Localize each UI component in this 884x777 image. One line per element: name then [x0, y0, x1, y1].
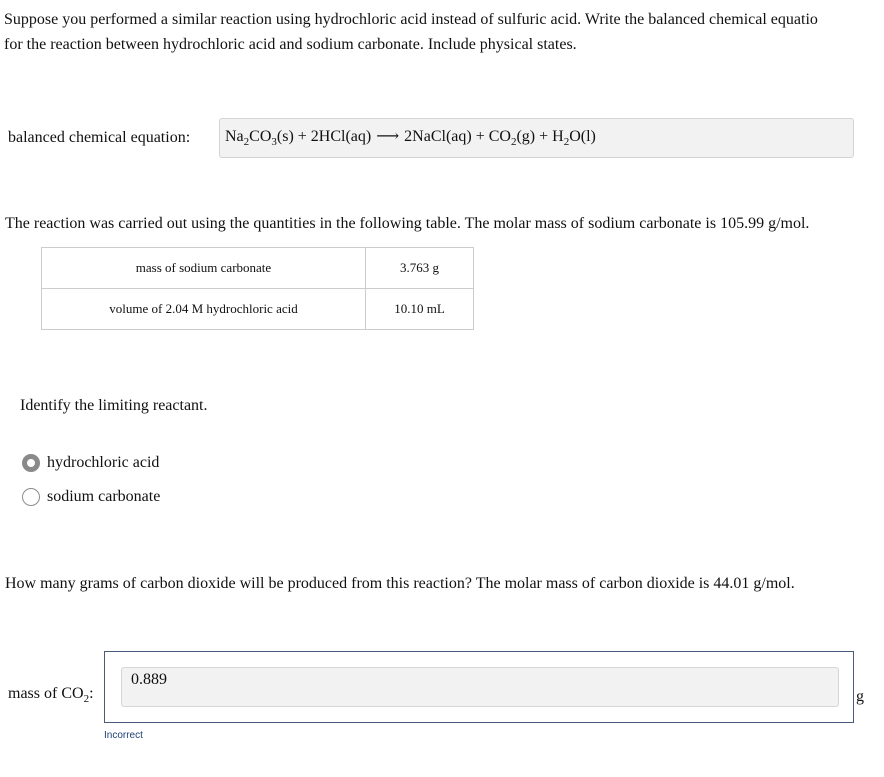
- radio-selected-icon[interactable]: [22, 454, 40, 472]
- option-hydrochloric-acid[interactable]: [22, 452, 159, 474]
- table-cell-value: 3.763 g: [366, 248, 474, 289]
- question-co2-mass: How many grams of carbon dioxide will be produced from this reaction? The molar mass of carbon dioxide is 44.01 g/mol.: [5, 575, 795, 592]
- radio-unselected-icon[interactable]: [22, 488, 40, 506]
- question-line-2: for the reaction between hydrochloric acid and sodium carbonate. Include physical states.: [4, 36, 577, 53]
- question-line-1: Suppose you performed a similar reaction using hydrochloric acid instead of sulfuric acid. Write the balanced chemical equatio: [4, 11, 818, 28]
- equation-answer-box[interactable]: [219, 118, 854, 158]
- table-row: [42, 289, 474, 330]
- question-balanced-equation-prompt: [4, 7, 884, 57]
- answer-frame: [104, 651, 854, 723]
- table-cell-label: volume of 2.04 M hydrochloric acid: [42, 289, 366, 330]
- eq-reactant-na: Na: [225, 128, 244, 145]
- question-limiting-reactant: Identify the limiting reactant.: [20, 397, 208, 414]
- option-label: sodium carbonate: [47, 488, 161, 505]
- table-cell-label: mass of sodium carbonate: [42, 248, 366, 289]
- answer-label-colon: :: [89, 685, 94, 702]
- option-label: hydrochloric acid: [47, 454, 160, 471]
- eq-sub-na: 2: [243, 136, 250, 148]
- answer-label-sub: 2: [83, 693, 90, 705]
- eq-reactant-rest: (s) + 2HCl(aq): [276, 128, 372, 145]
- eq-reactant-co: CO: [249, 128, 272, 145]
- eq-product-gas-h: (g) + H: [516, 128, 564, 145]
- reaction-arrow-icon: ⟶: [376, 128, 400, 145]
- eq-product-nacl-co: 2NaCl(aq) + CO: [404, 128, 511, 145]
- eq-sub-co3: 3: [271, 136, 277, 148]
- feedback-status: Incorrect: [104, 730, 143, 741]
- table-cell-value: 10.10 mL: [366, 289, 474, 330]
- co2-mass-input[interactable]: [121, 667, 839, 707]
- quantity-table: [41, 247, 474, 330]
- answer-unit: g: [856, 688, 864, 705]
- table-row: [42, 248, 474, 289]
- eq-product-water: O(l): [569, 128, 596, 145]
- question-table-prompt: The reaction was carried out using the quantities in the following table. The molar mass of sodium carbonate is 105.99 g/mol.: [5, 215, 810, 232]
- equation-label: balanced chemical equation:: [8, 129, 191, 146]
- eq-sub-co2: 2: [510, 136, 517, 148]
- option-sodium-carbonate[interactable]: [22, 486, 160, 508]
- answer-label: [8, 683, 94, 705]
- answer-label-main: mass of CO: [8, 685, 84, 702]
- balanced-equation: [225, 127, 596, 147]
- eq-sub-h2: 2: [563, 136, 570, 148]
